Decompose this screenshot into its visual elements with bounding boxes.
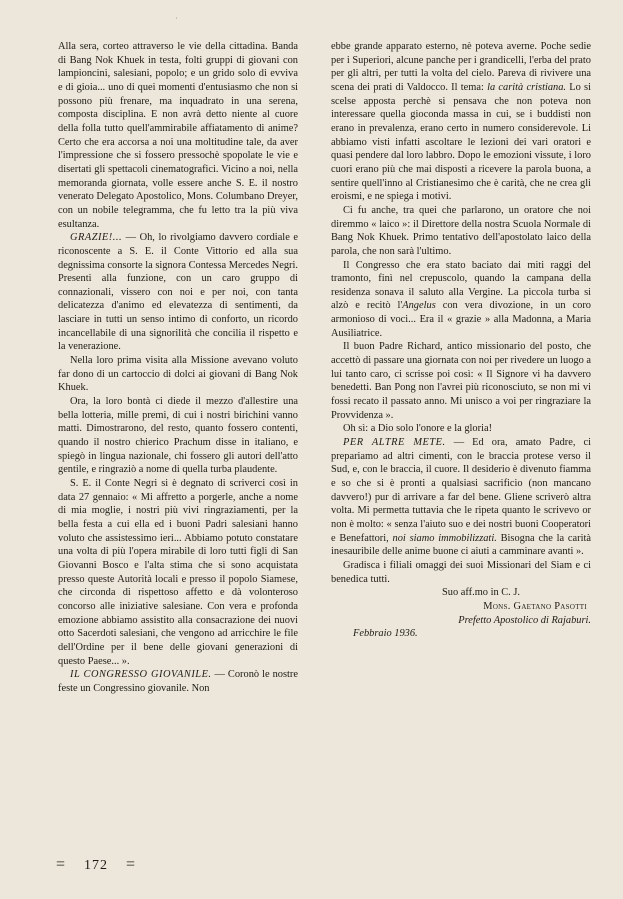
folio-ornament-left: =: [56, 856, 67, 873]
paragraph-text: — Oh, lo rivolgiamo davvero cordiale e riconoscente a S. E. il Conte Vittorio ed alla sua degnissima consorte la signora Contessa Mercedes Negri. Presenti alla funzione, con un caro gruppo di connazionali, vissero con noi e per noi, con tanta delicatezza d'animo ed elevatezza di sentimenti, da lasciare in tutti un senso intimo di conforto, un ricordo incancellabile di una signorilità che concilia il rispetto e la venerazione.: [58, 232, 298, 353]
signature-date: Febbraio 1936.: [353, 628, 418, 640]
paragraph: Gradisca i filiali omaggi dei suoi Missionari del Siam e ci benedica tutti.: [331, 559, 591, 585]
italic-phrase: noi siamo immobilizzati.: [392, 532, 497, 544]
paragraph: Ora, la loro bontà ci diede il mezzo d'allestire una bella lotteria, mille premi, di cui i nostri birichini vanno matti. Dimostrarono, del resto, quanto fossero contenti, quando il nostro chierico Prachum disse in italiano, e spiegò in lingua nazionale, chi fossero gli autori dell'atto gentile, e ringraziò a nome di quella turba plaudente.: [58, 396, 298, 476]
paragraph-grazie: [58, 231, 298, 354]
section-heading-grazie: GRAZIE!...: [70, 232, 123, 244]
paragraph-congresso: [58, 668, 298, 695]
paragraph-altre-mete: [331, 436, 591, 559]
paragraph-text: Lo si scelse apposta perchè si pensava che non poteva non interessare quella gioconda massa in cui, se i buddisti non erano in prevalenza, erano certo in numero considerevole. Li abbiamo visti infatti ascoltare le lezioni dei vari oratori e quasi pendere dal loro labbro. Dopo le emozioni vissute, i loro cuori erano più che mai disposti a ricevere la parola buona, a sentire quell'inno al Cristianesimo che è carità, che ne crea gli eroismi, e ne spiega i motivi.: [331, 81, 591, 203]
folio-ornament-right: =: [126, 856, 137, 873]
paragraph: Il buon Padre Richard, antico missionario del posto, che accettò di passare una giornata con noi per rivedere un luogo a lui tanto caro, ci scrisse poi così: « Il Signore vi ha davvero benedetti. Ban Pong non l'avrei più riconosciuto, se non mi vi fossi recato il passato anno. Mi unisco a voi per ringraziare la Provvidenza ».: [331, 341, 591, 421]
signature-title: Prefetto Apostolico di Rajaburi.: [458, 614, 591, 626]
signature-name: Mons. Gaetano Pasotti: [483, 600, 587, 612]
paragraph: [331, 259, 591, 341]
paragraph: [331, 40, 591, 204]
paragraph: Ci fu anche, tra quei che parlarono, un oratore che noi diremmo « laico »: il Direttore della nostra Scuola Normale di Bang Nok Khuek. Primo tentativo dell'apostolato laico della parola, che non sarà l'ultimo.: [331, 204, 591, 257]
print-mark: ˙: [175, 16, 178, 25]
signature-greeting: Suo aff.mo in C. J.: [441, 587, 521, 599]
section-heading-congresso: IL CONGRESSO GIOVANILE.: [70, 669, 212, 681]
page-number: 172: [84, 858, 109, 873]
paragraph-text: con vera divozione, in un coro armonioso di voci... Era il « grazie » alla Madonna, a Maria Ausiliatrice.: [331, 300, 591, 339]
paragraph: S. E. il Conte Negri si è degnato di scriverci così in data 27 gennaio: « Mi affretto a porgerle, anche a nome di mia moglie, i nostri più vivi ringraziamenti, per la bella festa a cui ella ed i buoni Padri salesiani hanno voluto che assistessimo ieri... Abbiamo potuto constatare una volta di più l'opera mirabile di loro tutti figli di San Giovanni Bosco e l'alta stima che si sono acquistata presso queste Autorità locali e presso il popolo Siamese, che circonda di rispettoso affetto e dà volonteroso concorso alle iniziative salesiane. Con vera e profonda emozione abbiamo assistito alla consacrazione dei nuovi otto Sacerdoti salesiani, che vengono ad arricchire le file dell'Ordine per il bene delle giovani generazioni di questo Paese... ».: [58, 478, 298, 667]
section-heading-altre-mete: PER ALTRE METE.: [343, 437, 446, 449]
paragraph: Oh sì: a Dio solo l'onore e la gloria!: [343, 423, 493, 435]
paragraph-text: ebbe grande apparato esterno, nè poteva averne. Poche sedie per i Superiori, alcune panche per i grandicelli, l'erba del prato per gli altri, per tutti la volta del cielo. Pareva di rivivere una scena dei prati di Valdocco. Il tema:: [331, 41, 591, 93]
right-column: [331, 40, 591, 641]
paragraph: Nella loro prima visita alla Missione avevano voluto far dono di un cartoccio di dolci ai giovani di Bang Nok Khuek.: [58, 355, 298, 394]
paragraph-text: — Coronò le nostre feste un Congressino giovanile. Non: [58, 669, 298, 694]
page-folio: [56, 856, 136, 874]
paragraph: Alla sera, corteo attraverso le vie della cittadina. Banda di Bang Nok Khuek in testa, folti gruppi di giovani con lampioncini, salesiani, popolo; e un grido solo di evviva e di gioia... uno di quei momenti d'entusiasmo che non si possono più frenare, ma inquadrato in una serena, composta disciplina. E non avrà detto niente al cuore della folla tutto quell'ammirabile affiatamento di anime? Certo che era accorsa a noi una moltitudine tale, da aver l'impressione che si fossero pressochè spopolate le vie e disertati gli spettacoli cinematografici. Vicino a noi, nella memoranda giornata, volle essere anche S. E. il nostro venerato Delegato Apostolico, Mons. Columbano Dreyer, con un nobile telegramma, che fu letto tra la più viva esultanza.: [58, 41, 298, 230]
left-column: [58, 40, 298, 696]
italic-phrase: la carità cristiana.: [487, 81, 567, 93]
paragraph-text: Il Congresso che era stato baciato dai miti raggi del tramonto, finì nel crepuscolo, quando la campana della residenza sonava il saluto alla Vergine. La piccola turba si alzò e recitò l': [331, 259, 591, 312]
italic-phrase: Angelus: [402, 300, 436, 312]
paragraph-text: Bisogna che la carità inesauribile delle anime buone ci aiuti a camminare avanti ».: [331, 532, 591, 558]
paragraph-text: — Ed ora, amato Padre, ci prepariamo ad altri cimenti, con le braccia protese verso il Sud, e, con le braccia, il cuore. Il desiderio è divenuto fiamma e so che si è pronti a qualsiasi sacrificio (non mancano davvero!) pur di arrivare a far del bene. Gliene scriverò altra volta. Mi permetta tuttavia che le ripeta quanto le scrivevo or non è molto: « senza l'aiuto suo e dei nostri buoni Cooperatori e Benefattori,: [331, 437, 591, 544]
